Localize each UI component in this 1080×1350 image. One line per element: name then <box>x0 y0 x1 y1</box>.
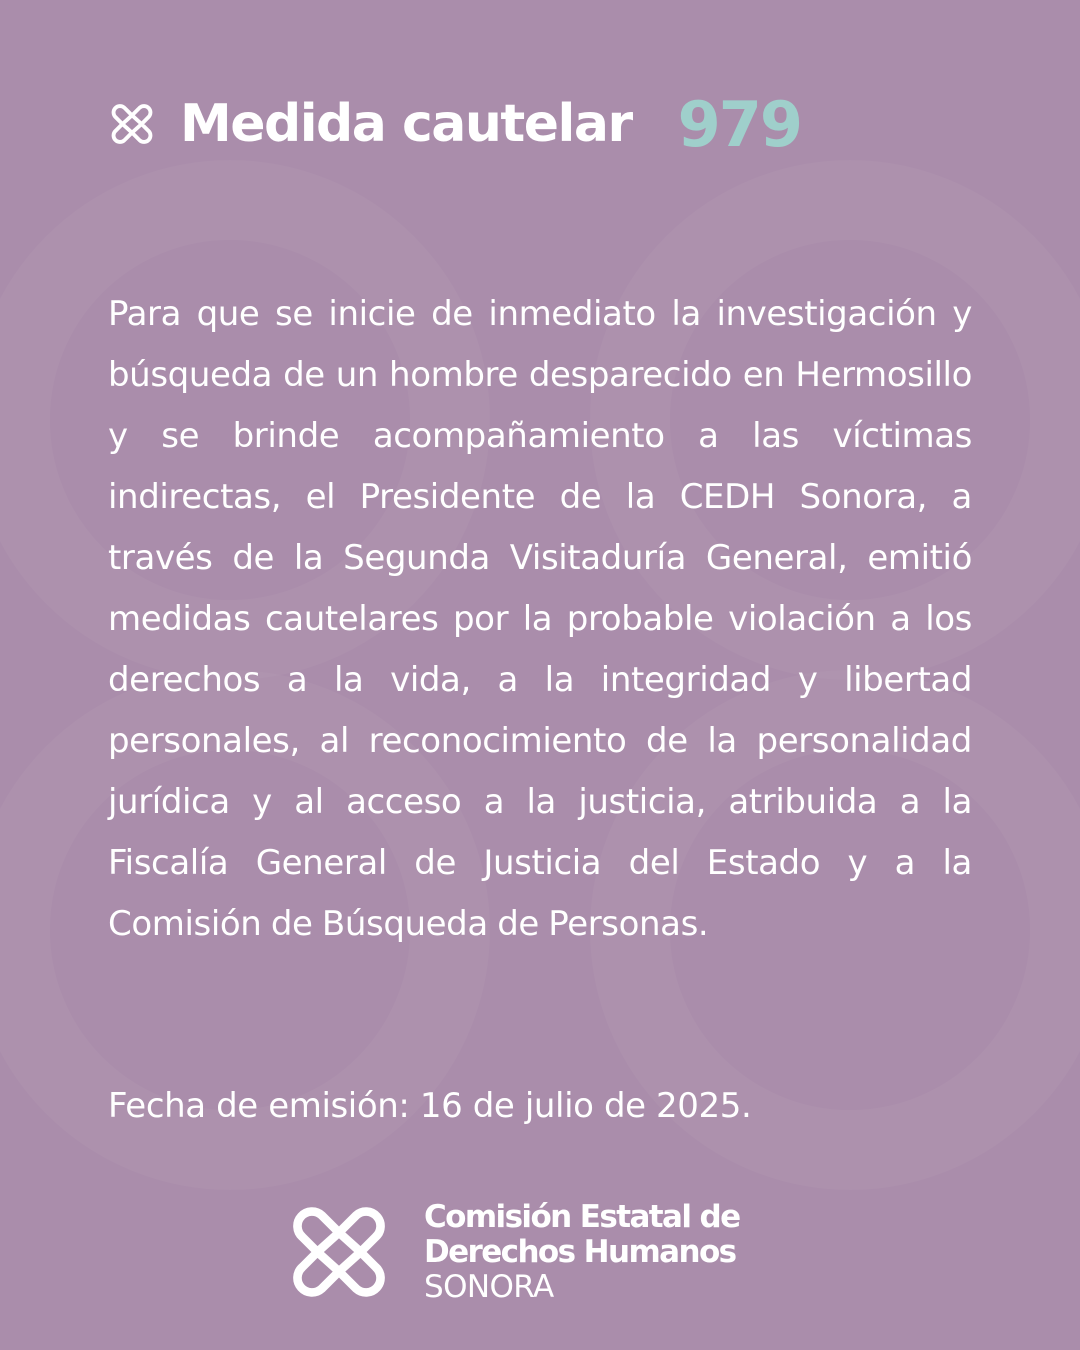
cedh-loop-logo-icon <box>108 100 156 148</box>
org-name-line2: Derechos Humanos <box>424 1234 736 1270</box>
body-paragraph: Para que se inicie de inmediato la investigación y búsqueda de un hombre desparecido en Hermosillo y se brinde acompañamiento a las víctimas indirectas, el Presidente de la CEDH Sonora, a través de la Segunda Visitaduría General, emitió medidas cautelares por la probable violación a los derechos a la vida, a la integridad y libertad personales, al reconocimiento de la personalidad jurídica y al acceso a la justicia, atribuida a la Fiscalía General de Justicia del Estado y a la Comisión de Búsqueda de Personas. <box>108 294 972 944</box>
page-title: Medida cautelar <box>180 94 632 154</box>
measure-number: 979 <box>677 87 802 161</box>
organization-name <box>424 1200 740 1304</box>
issue-date: Fecha de emisión: 16 de julio de 2025. <box>108 1086 752 1126</box>
org-name-line1: Comisión Estatal de <box>424 1199 740 1235</box>
org-state: SONORA <box>424 1269 554 1305</box>
header <box>108 84 801 164</box>
cedh-loop-logo-icon <box>284 1198 394 1306</box>
organization-logo <box>284 1198 740 1306</box>
